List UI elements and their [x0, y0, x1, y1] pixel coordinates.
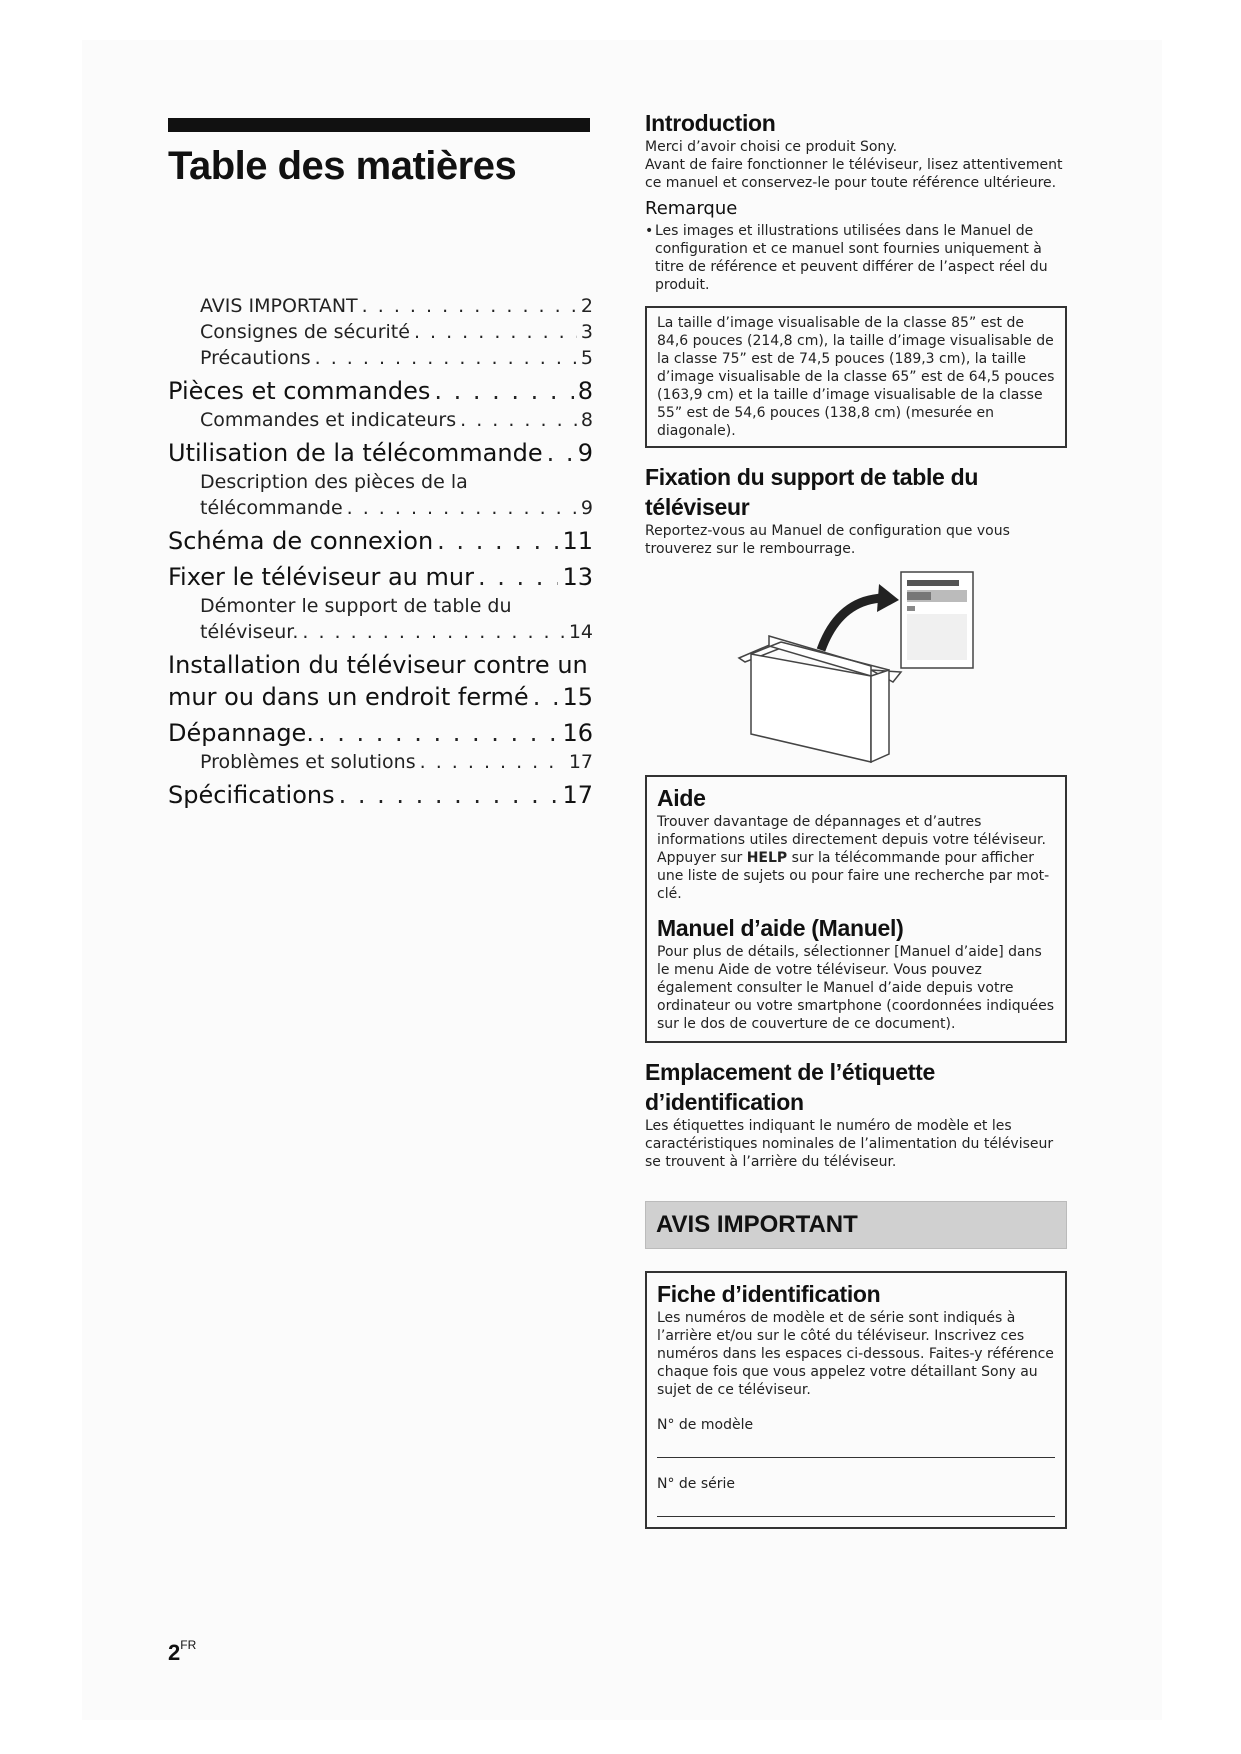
intro-text: Avant de faire fonctionner le téléviseur, lisez attentivement ce manuel et conservez-le pour toute référence ultérieure.: [645, 157, 1063, 191]
manual-heading: Manuel d’aide (Manuel): [657, 915, 904, 941]
identification-form: [645, 1271, 1067, 1529]
intro-heading: Introduction: [645, 110, 776, 136]
label-location-heading: Emplacement de l’étiquette d’identification: [645, 1059, 935, 1115]
label-location-text: Les étiquettes indiquant le numéro de modèle et les caractéristiques nominales de l’alimentation du téléviseur se trouvent à l’arrière du téléviseur.: [645, 1118, 1054, 1170]
fiche-text: Les numéros de modèle et de série sont indiqués à l’arrière et/ou sur le côté du téléviseur. Inscrivez ces numéros dans les espaces ci-dessous. Faites-y référence chaque fois que vous appelez votre détaillant Sony au sujet de ce téléviseur.: [657, 1310, 1054, 1398]
toc-entry[interactable]: Consignes de sécurité . . . 3: [168, 319, 593, 345]
avis-important-banner: AVIS IMPORTANT: [645, 1201, 1067, 1249]
toc-entry-wrapped-line: Démonter le support de table du: [200, 595, 512, 617]
toc-section: [168, 118, 593, 809]
arrow-icon: [821, 584, 899, 650]
toc-entry[interactable]: Utilisation de la télécommande . . . 9: [168, 437, 593, 469]
toc-entry[interactable]: télécommande . . . 9: [168, 495, 593, 521]
toc-entry[interactable]: mur ou dans un endroit fermé . . . 15: [168, 681, 593, 713]
package-box-icon: [739, 636, 901, 762]
toc-list: [168, 293, 593, 811]
toc-entry-wrapped-line: Description des pièces de la: [200, 471, 468, 493]
toc-entry[interactable]: Précautions . . . 5: [168, 345, 593, 371]
model-number-field[interactable]: [657, 1433, 1055, 1458]
stand-heading: Fixation du support de table du téléviseur: [645, 464, 979, 520]
serial-number-field[interactable]: [657, 1492, 1055, 1517]
toc-entry[interactable]: AVIS IMPORTANT . . . 2: [168, 293, 593, 319]
box-manual-illustration: [721, 570, 991, 765]
toc-entry[interactable]: Schéma de connexion . . . 11: [168, 525, 593, 557]
model-number-label: N° de modèle: [657, 1417, 754, 1433]
toc-entry[interactable]: téléviseur. . . . 14: [168, 619, 593, 645]
intro-text: Merci d’avoir choisi ce produit Sony.: [645, 139, 898, 155]
help-text: Trouver davantage de dépannages et d’autres informations utiles directement depuis votre téléviseur. Appuyer sur HELP sur la télécommande pour afficher une liste de sujets ou pour faire une recherche par mot-clé.: [657, 814, 1050, 902]
manual-sheet-icon: [901, 572, 973, 668]
right-column: [645, 108, 1067, 1529]
manual-text: Pour plus de détails, sélectionner [Manuel d’aide] dans le menu Aide de votre téléviseur. Vous pouvez également consulter le Manuel d’aide depuis votre ordinateur ou votre smartphone (coordonnées indiquées sur le dos de couverture de ce document).: [657, 944, 1055, 1032]
serial-number-label: N° de série: [657, 1476, 736, 1492]
bullet-icon: •: [645, 223, 654, 239]
size-note-box: La taille d’image visualisable de la classe 85” est de 84,6 pouces (214,8 cm), la taille d’image visualisable de la classe 75” est de 74,5 pouces (189,3 cm), la taille d’image visualisable de la classe 65” est de 64,5 pouces (163,9 cm) et la taille d’image visualisable de la classe 55” est de 54,6 pouces (138,8 cm) (mesurée en diagonale).: [645, 306, 1067, 448]
toc-entry[interactable]: Pièces et commandes . . . 8: [168, 375, 593, 407]
fiche-heading: Fiche d’identification: [657, 1281, 881, 1307]
help-box: [645, 775, 1067, 1043]
help-heading: Aide: [657, 785, 706, 811]
toc-entry[interactable]: Problèmes et solutions . . . 17: [168, 749, 593, 775]
toc-entry[interactable]: Spécifications . . . 17: [168, 779, 593, 811]
page-number: $2^{FR}$: [168, 1638, 197, 1665]
toc-entry-wrapped-line: Installation du téléviseur contre un: [168, 651, 588, 679]
stand-text: Reportez-vous au Manuel de configuration que vous trouverez sur le rembourrage.: [645, 523, 1010, 557]
toc-entry[interactable]: Fixer le téléviseur au mur . . . 13: [168, 561, 593, 593]
remark-heading: Remarque: [645, 198, 738, 219]
toc-entry[interactable]: Commandes et indicateurs . . . 8: [168, 407, 593, 433]
toc-title: Table des matières: [168, 144, 517, 188]
remark-bullet: • Les images et illustrations utilisées dans le Manuel de configuration et ce manuel sont fournies uniquement à titre de référence et peuvent différer de l’aspect réel du produit.: [645, 223, 1048, 293]
toc-title-bar: [168, 118, 590, 132]
toc-entry[interactable]: Dépannage. . . . 16: [168, 717, 593, 749]
